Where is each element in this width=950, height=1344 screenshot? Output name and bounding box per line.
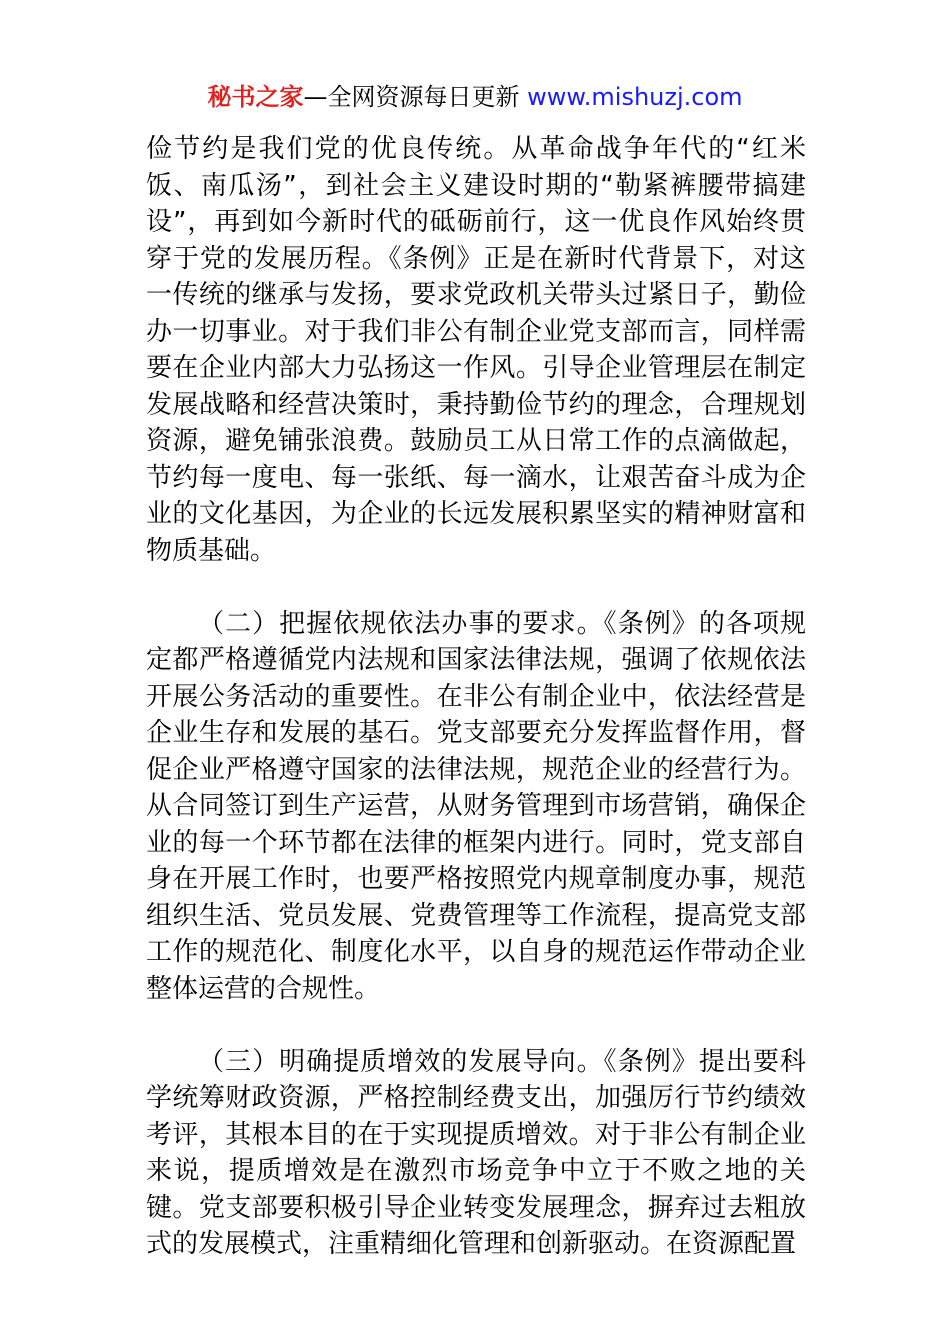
site-url[interactable]: www.mishuzj.com	[527, 83, 743, 111]
document-body	[146, 131, 806, 1263]
paragraph-section-3: （三）明确提质增效的发展导向。《条例》提出要科学统筹财政资源，严格控制经费支出，加强厉行节约绩效考评，其根本目的在于实现提质增效。对于非公有制企业来说，提质增效是在激烈市场竞争中立于不败之地的关键。党支部要积极引导企业转变发展理念，摒弃过去粗放式的发展模式，注重精细化管理和创新驱动。在资源配置	[146, 1046, 806, 1259]
page-header	[0, 80, 950, 114]
site-tagline: —全网资源每日更新	[303, 83, 528, 111]
paragraph-continued: 俭节约是我们党的优良传统。从革命战争年代的“红米饭、南瓜汤”，到社会主义建设时期的“勒紧裤腰带搞建设”，再到如今新时代的砥砺前行，这一优良作风始终贯穿于党的发展历程。《条例》正是在新时代背景下，对这一传统的继承与发扬，要求党政机关带头过紧日子，勤俭办一切事业。对于我们非公有制企业党支部而言，同样需要在企业内部大力弘扬这一作风。引导企业管理层在制定发展战略和经营决策时，秉持勤俭节约的理念，合理规划资源，避免铺张浪费。鼓励员工从日常工作的点滴做起，节约每一度电、每一张纸、每一滴水，让艰苦奋斗成为企业的文化基因，为企业的长远发展积累坚实的精神财富和物质基础。	[146, 134, 806, 566]
paragraph-section-2: （二）把握依规依法办事的要求。《条例》的各项规定都严格遵循党内法规和国家法律法规，强调了依规依法开展公务活动的重要性。在非公有制企业中，依法经营是企业生存和发展的基石。党支部要充分发挥监督作用，督促企业严格遵守国家的法律法规，规范企业的经营行为。从合同签订到生产运营，从财务管理到市场营销，确保企业的每一个环节都在法律的框架内进行。同时，党支部自身在开展工作时，也要严格按照党内规章制度办事，规范组织生活、党员发展、党费管理等工作流程，提高党支部工作的规范化、制度化水平，以自身的规范运作带动企业整体运营的合规性。	[146, 608, 806, 1004]
site-brand: 秘书之家	[207, 83, 304, 111]
